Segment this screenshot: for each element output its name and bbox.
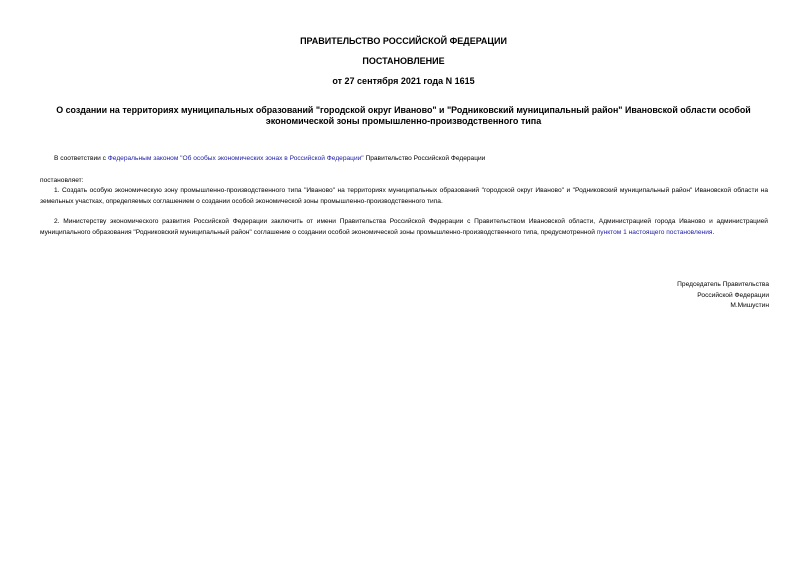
decrees-word: постановляет: xyxy=(40,177,84,184)
preamble-text-after: Правительство Российской Федерации xyxy=(363,155,486,162)
item-2-end: . xyxy=(712,228,715,236)
document-type: ПОСТАНОВЛЕНИЕ xyxy=(362,56,445,66)
signature-position-line-1: Председатель Правительства xyxy=(677,281,769,288)
preamble xyxy=(40,154,768,165)
preamble-text-before: В соответствии с xyxy=(54,155,108,162)
document-date-number: от 27 сентября 2021 года N 1615 xyxy=(332,76,475,86)
point-1-link[interactable]: пунктом 1 настоящего постановления xyxy=(596,228,713,236)
signature-position-line-2: Российской Федерации xyxy=(697,291,769,299)
document-title-line-1: О создании на территориях муниципальных образований "городской округ Иваново" и "Родниковский муниципальный район" Ивановской области особой xyxy=(56,105,751,115)
document-title xyxy=(40,105,767,127)
signature-name: М.Мишустин xyxy=(730,302,769,310)
signature-block xyxy=(569,280,769,312)
federal-law-link[interactable]: Федеральным законом "Об особых экономических зонах в Российской Федерации" xyxy=(107,155,364,162)
item-2-text: 2. Министерству экономического развития Российской Федерации заключить от имени Правительства Российской Федерации с Правительством Ивановской области, Администрацией города Иваново и администрацией муниципального образования "Родниковский муниципальный район" соглашение о создании особой экономической зоны промышленно-производственного типа, предусмотренной xyxy=(40,218,768,236)
item-1: 1. Создать особую экономическую зону промышленно-производственного типа "Иваново" на территориях муниципальных образований "городской округ Иваново" и "Родниковский муниципальный район" Ивановской области на земельных участках, определяемых соглашением о создании особой экономической зоны промышленно-производственного типа. xyxy=(40,187,768,205)
item-2 xyxy=(40,217,768,238)
government-heading: ПРАВИТЕЛЬСТВО РОССИЙСКОЙ ФЕДЕРАЦИИ xyxy=(300,36,507,46)
document-title-line-2: экономической зоны промышленно-производственного типа xyxy=(265,116,542,126)
